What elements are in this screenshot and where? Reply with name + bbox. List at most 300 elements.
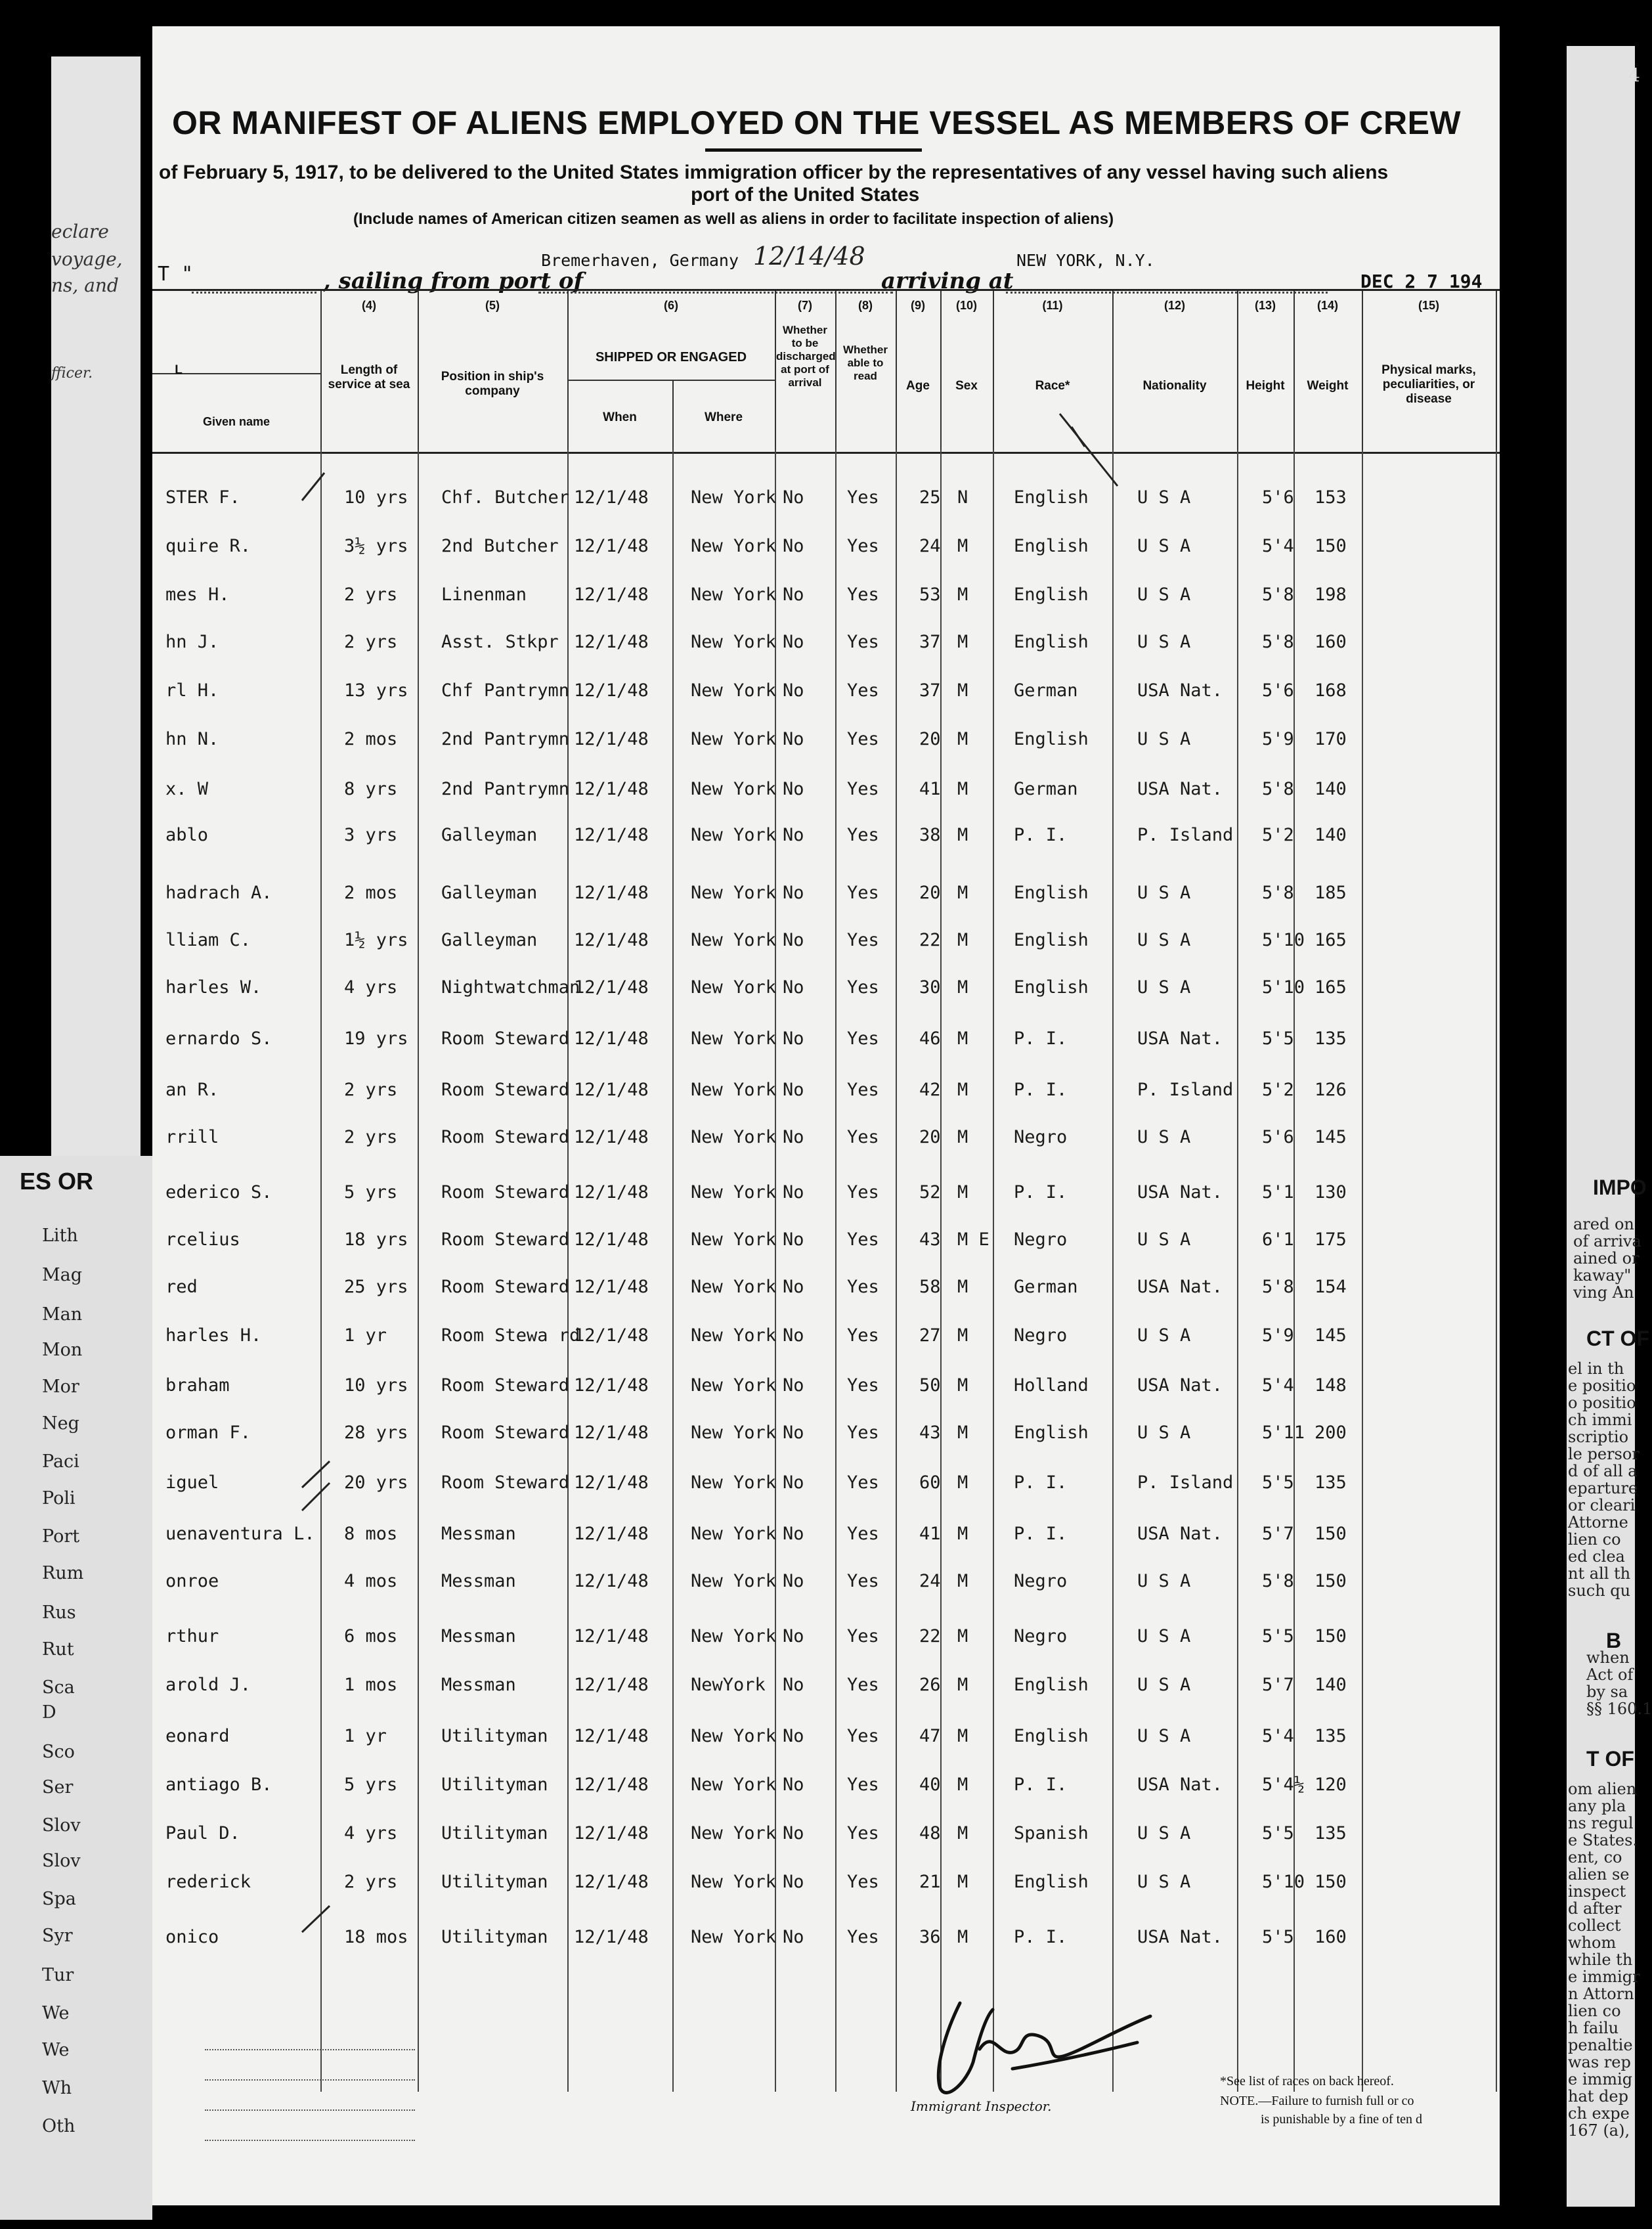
age-cell: 36 (919, 1927, 941, 1947)
shipped-when-cell: 12/1/48 (574, 977, 649, 998)
ship-position-cell: Utilityman (441, 1726, 548, 1746)
nationality-header: Nationality (1142, 379, 1207, 393)
crew-row (152, 1718, 1500, 1764)
discharged-cell: No (783, 1472, 804, 1493)
shipped-where-cell: New York (691, 779, 777, 799)
ship-position-cell: Room Steward (441, 1277, 570, 1297)
shipped-where-cell: New York (691, 1277, 777, 1297)
age-cell: 53 (919, 585, 941, 605)
discharged-cell: No (783, 1127, 804, 1147)
age-cell: 48 (919, 1823, 941, 1843)
shipped-when-cell: 12/1/48 (574, 1675, 649, 1695)
left-page-item: Rus (42, 1602, 76, 1623)
given-name-cell: ederico S. (165, 1182, 272, 1203)
nationality-cell: USA Nat. (1137, 1375, 1223, 1396)
sex-cell: M (957, 825, 968, 845)
crew-row (152, 1465, 1500, 1511)
shipped-when-cell: 12/1/48 (574, 1472, 649, 1493)
shipped-when-cell: 12/1/48 (574, 1823, 649, 1843)
note-line-1: NOTE.—Failure to furnish full or co (1220, 2094, 1414, 2108)
signature-label: Immigrant Inspector. (911, 2098, 1052, 2114)
left-page-line: fficer. (51, 365, 93, 382)
ship-position-cell: 2nd Pantrymn (441, 729, 570, 749)
right-page-line: ch immi (1568, 1411, 1632, 1429)
given-name-cell: hadrach A. (165, 883, 272, 903)
weight-cell: 135 (1315, 1823, 1347, 1843)
nationality-cell: U S A (1137, 536, 1191, 556)
nationality-cell: U S A (1137, 977, 1191, 998)
able-to-read-cell: Yes (847, 1325, 879, 1346)
race-cell: English (1014, 1726, 1089, 1746)
crew-row (152, 922, 1500, 968)
left-page-item: Lith (42, 1225, 78, 1246)
dotted-line (205, 2049, 415, 2050)
right-page-line: eparture (1568, 1479, 1638, 1497)
race-cell: English (1014, 632, 1089, 652)
nationality-cell: USA Nat. (1137, 1524, 1223, 1544)
right-facing-page (1567, 46, 1652, 2207)
sex-cell: M (957, 1927, 968, 1947)
left-page-item: Sco (42, 1742, 75, 1762)
age-cell: 20 (919, 729, 941, 749)
page-title: OR MANIFEST OF ALIENS EMPLOYED ON THE VESSEL AS MEMBERS OF CREW (172, 104, 1462, 141)
weight-cell: 150 (1315, 1524, 1347, 1544)
discharged-cell: No (783, 1375, 804, 1396)
left-page-item: Mag (42, 1265, 83, 1285)
shipped-where-cell: New York (691, 1127, 777, 1147)
service-length-cell: 19 yrs (344, 1028, 408, 1049)
shipped-where-cell: New York (691, 1823, 777, 1843)
sex-cell: M (957, 585, 968, 605)
height-cell: 5'5 (1262, 1927, 1294, 1947)
shipped-when-cell: 12/1/48 (574, 1726, 649, 1746)
left-page-heading: ES OR (20, 1168, 94, 1195)
shipped-when-cell: 12/1/48 (574, 1127, 649, 1147)
crew-row (152, 1269, 1500, 1315)
weight-cell: 198 (1315, 585, 1347, 605)
service-length-cell: 28 yrs (344, 1423, 408, 1443)
discharged-cell: No (783, 729, 804, 749)
right-page-heading: T OF (1586, 1747, 1634, 1771)
weight-cell: 145 (1315, 1127, 1347, 1147)
left-page-item: Slov (42, 1815, 81, 1836)
sex-cell: M (957, 1472, 968, 1493)
ship-position-cell: Chf. Butcher (441, 487, 570, 508)
shipped-where-cell: New York (691, 1775, 777, 1795)
able-to-read-cell: Yes (847, 487, 879, 508)
shipped-where-cell: New York (691, 1927, 777, 1947)
shipped-when-cell: 12/1/48 (574, 1524, 649, 1544)
arrival-date-stamp: DEC 2 7 194 (1360, 271, 1483, 292)
shipped-when-cell: 12/1/48 (574, 729, 649, 749)
service-length-cell: 1 mos (344, 1675, 398, 1695)
column-number: (12) (1163, 299, 1185, 312)
age-cell: 58 (919, 1277, 941, 1297)
left-page-item: Poli (42, 1488, 76, 1509)
right-page-line: e immigr (1568, 1968, 1640, 1986)
shipped-when-cell: 12/1/48 (574, 1775, 649, 1795)
height-cell: 5'5 (1262, 1626, 1294, 1646)
race-cell: P. I. (1014, 825, 1068, 845)
able-to-read-cell: Yes (847, 585, 879, 605)
discharged-cell: No (783, 1277, 804, 1297)
right-page-line: scriptio (1568, 1428, 1629, 1446)
nationality-cell: U S A (1137, 1571, 1191, 1591)
subtitle-line-2: port of the United States (691, 184, 920, 206)
given-name-cell: harles H. (165, 1325, 262, 1346)
sex-cell: M (957, 1028, 968, 1049)
height-cell: 5'6 (1262, 680, 1294, 701)
service-length-cell: 2 yrs (344, 632, 398, 652)
age-cell: 52 (919, 1182, 941, 1203)
service-length-cell: 4 mos (344, 1571, 398, 1591)
nationality-cell: USA Nat. (1137, 1927, 1223, 1947)
sex-cell: M E (957, 1229, 989, 1250)
left-page-item: Wh (42, 2078, 72, 2098)
shipped-where-cell: New York (691, 1726, 777, 1746)
age-cell: 24 (919, 536, 941, 556)
shipped-where-cell: New York (691, 680, 777, 701)
able-to-read-cell: Yes (847, 1626, 879, 1646)
race-cell: English (1014, 883, 1089, 903)
shipped-where-cell: New York (691, 1229, 777, 1250)
nationality-cell: U S A (1137, 487, 1191, 508)
column-number: (9) (911, 299, 925, 312)
ship-position-cell: Utilityman (441, 1775, 548, 1795)
left-page-item: Oth (42, 2116, 76, 2136)
discharged-header: Whether to be discharged at port of arrival (776, 324, 836, 389)
crew-row (152, 1767, 1500, 1813)
given-name-cell: antiago B. (165, 1775, 272, 1795)
discharged-cell: No (783, 779, 804, 799)
column-number: (6) (664, 299, 678, 312)
right-page-line: h failu (1568, 2019, 1619, 2037)
able-to-read-cell: Yes (847, 930, 879, 950)
service-length-cell: 5 yrs (344, 1775, 398, 1795)
age-cell: 30 (919, 977, 941, 998)
ship-position-cell: Room Steward (441, 1423, 570, 1443)
service-length-cell: 2 yrs (344, 1080, 398, 1100)
dotted-line (205, 2079, 415, 2081)
race-cell: English (1014, 930, 1089, 950)
given-name-cell: orman F. (165, 1423, 251, 1443)
right-page-line: such qu (1568, 1581, 1631, 1600)
nationality-cell: U S A (1137, 1626, 1191, 1646)
left-page-item: Rum (42, 1563, 84, 1583)
shipped-when-cell: 12/1/48 (574, 1182, 649, 1203)
able-to-read-cell: Yes (847, 1423, 879, 1443)
shipped-where-cell: New York (691, 883, 777, 903)
column-number: (11) (1042, 299, 1063, 312)
shipped-where-cell: New York (691, 1423, 777, 1443)
weight-cell: 175 (1315, 1229, 1347, 1250)
weight-cell: 135 (1315, 1726, 1347, 1746)
able-to-read-cell: Yes (847, 1726, 879, 1746)
discharged-cell: No (783, 1524, 804, 1544)
nationality-cell: U S A (1137, 1872, 1191, 1892)
given-name-header: Given name (202, 415, 271, 428)
height-cell: 5'7 (1262, 1524, 1294, 1544)
nationality-cell: U S A (1137, 1127, 1191, 1147)
nationality-cell: USA Nat. (1137, 1182, 1223, 1203)
crew-row (152, 1174, 1500, 1220)
nationality-cell: U S A (1137, 1423, 1191, 1443)
crew-row (152, 875, 1500, 921)
left-page-line: ns, and (51, 275, 119, 296)
shipped-where-cell: New York (691, 1028, 777, 1049)
subtitle-line-1: of February 5, 1917, to be delivered to the United States immigration officer by the representatives of any vessel having such aliens (159, 162, 1389, 183)
given-name-cell: onico (165, 1927, 219, 1947)
column-number: (4) (362, 299, 376, 312)
dotted-line (205, 2140, 415, 2141)
weight-cell: 154 (1315, 1277, 1347, 1297)
given-name-cell: rcelius (165, 1229, 240, 1250)
age-cell: 22 (919, 1626, 941, 1646)
right-page-line: om alien (1568, 1780, 1637, 1798)
nationality-cell: USA Nat. (1137, 1028, 1223, 1049)
service-length-cell: 18 mos (344, 1927, 408, 1947)
discharged-cell: No (783, 930, 804, 950)
right-page-line: whom (1568, 1933, 1617, 1952)
nationality-cell: USA Nat. (1137, 1277, 1223, 1297)
discharged-cell: No (783, 1626, 804, 1646)
age-cell: 24 (919, 1571, 941, 1591)
able-to-read-cell: Yes (847, 825, 879, 845)
nationality-cell: U S A (1137, 1675, 1191, 1695)
service-length-cell: 2 yrs (344, 1872, 398, 1892)
age-cell: 20 (919, 883, 941, 903)
nationality-cell: P. Island (1137, 1472, 1234, 1493)
left-page-line: voyage, (51, 248, 123, 270)
height-cell: 5'8 (1262, 779, 1294, 799)
right-page-line: penaltie (1568, 2036, 1633, 2054)
sex-cell: M (957, 536, 968, 556)
height-cell: 5'10 (1262, 977, 1305, 998)
left-page-item: Paci (42, 1451, 79, 1472)
able-to-read-cell: Yes (847, 779, 879, 799)
service-length-cell: 2 yrs (344, 1127, 398, 1147)
given-name-cell: eonard (165, 1726, 230, 1746)
service-length-cell: 5 yrs (344, 1182, 398, 1203)
able-to-read-cell: Yes (847, 632, 879, 652)
sex-cell: M (957, 729, 968, 749)
crew-row (152, 1021, 1500, 1067)
shipped-where-cell: New York (691, 1872, 777, 1892)
able-to-read-cell: Yes (847, 680, 879, 701)
race-cell: German (1014, 1277, 1078, 1297)
race-header: Race* (1035, 379, 1070, 393)
shipped-where-cell: New York (691, 585, 777, 605)
given-name-cell: uenaventura L. (165, 1524, 315, 1544)
right-page-line: kaway" (1573, 1266, 1632, 1285)
age-cell: 27 (919, 1325, 941, 1346)
able-to-read-cell: Yes (847, 1571, 879, 1591)
given-name-cell: iguel (165, 1472, 219, 1493)
right-page-line: e States. (1568, 1831, 1638, 1849)
able-to-read-cell: Yes (847, 1277, 879, 1297)
shipped-when-cell: 12/1/48 (574, 1927, 649, 1947)
height-cell: 5'11 (1262, 1423, 1305, 1443)
able-to-read-cell: Yes (847, 1028, 879, 1049)
ship-position-cell: Utilityman (441, 1872, 548, 1892)
ship-position-cell: Messman (441, 1571, 516, 1591)
left-page-line: eclare (51, 221, 109, 242)
right-page-line: ent, co (1568, 1848, 1622, 1866)
height-cell: 5'4½ (1262, 1775, 1305, 1795)
weight-cell: 170 (1315, 729, 1347, 749)
able-to-read-cell: Yes (847, 1524, 879, 1544)
shipped-when-cell: 12/1/48 (574, 1626, 649, 1646)
discharged-cell: No (783, 1182, 804, 1203)
sex-cell: M (957, 883, 968, 903)
ship-position-cell: 2nd Butcher (441, 536, 559, 556)
left-page-item: Neg (42, 1413, 79, 1434)
able-to-read-cell: Yes (847, 1080, 879, 1100)
nationality-cell: USA Nat. (1137, 1775, 1223, 1795)
race-cell: Negro (1014, 1626, 1068, 1646)
race-cell: P. I. (1014, 1472, 1068, 1493)
right-page-line: ch expe (1568, 2104, 1630, 2123)
weight-cell: 200 (1315, 1423, 1347, 1443)
shipped-where-cell: New York (691, 487, 777, 508)
left-page-item: Tur (42, 1965, 74, 1985)
column-number: (5) (485, 299, 500, 312)
ship-position-cell: Galleyman (441, 825, 538, 845)
height-cell: 5'8 (1262, 632, 1294, 652)
discharged-cell: No (783, 1229, 804, 1250)
weight-cell: 168 (1315, 680, 1347, 701)
vessel-name-fragment: T " (158, 263, 194, 286)
given-name-cell: rrill (165, 1127, 219, 1147)
ship-position-cell: Messman (441, 1675, 516, 1695)
arriving-port-value: NEW YORK, N.Y. (1016, 251, 1155, 270)
able-to-read-cell: Yes (847, 729, 879, 749)
sex-cell: M (957, 977, 968, 998)
service-length-cell: 18 yrs (344, 1229, 408, 1250)
crew-row (152, 673, 1500, 718)
race-cell: P. I. (1014, 1775, 1068, 1795)
sex-cell: N (957, 487, 968, 508)
left-page-item: We (42, 2040, 70, 2060)
service-length-cell: 8 yrs (344, 779, 398, 799)
discharged-cell: No (783, 1325, 804, 1346)
ship-position-cell: Linenman (441, 585, 527, 605)
ship-position-cell: Room Steward (441, 1028, 570, 1049)
right-page-line: d after (1568, 1899, 1622, 1918)
service-length-cell: 10 yrs (344, 487, 408, 508)
nationality-cell: U S A (1137, 1229, 1191, 1250)
right-page-line: e immig (1568, 2070, 1633, 2088)
race-cell: Holland (1014, 1375, 1089, 1396)
given-name-cell: harles W. (165, 977, 262, 998)
race-cell: English (1014, 1872, 1089, 1892)
able-to-read-cell: Yes (847, 1229, 879, 1250)
left-page-item: Syr (42, 1926, 73, 1946)
shipped-when-cell: 12/1/48 (574, 585, 649, 605)
age-cell: 20 (919, 1127, 941, 1147)
shipped-when-cell: 12/1/48 (574, 632, 649, 652)
service-length-cell: 10 yrs (344, 1375, 408, 1396)
shipped-where-cell: New York (691, 1375, 777, 1396)
sex-cell: M (957, 1375, 968, 1396)
race-cell: Negro (1014, 1229, 1068, 1250)
age-header: Age (906, 379, 930, 393)
ship-position-cell: Asst. Stkpr (441, 632, 559, 652)
subtitle-line-3: (Include names of American citizen seamen as well as aliens in order to facilitate inspection of aliens) (353, 210, 1114, 228)
right-page-line: §§ 160.1 (1586, 1700, 1652, 1718)
discharged-cell: No (783, 1028, 804, 1049)
left-page-item: Sca (42, 1677, 75, 1698)
discharged-cell: No (783, 487, 804, 508)
discharged-cell: No (783, 1675, 804, 1695)
ship-position-cell: Nightwatchman (441, 977, 580, 998)
discharged-cell: No (783, 977, 804, 998)
physical-marks-header: Physical marks, peculiarities, or disease (1381, 363, 1476, 406)
able-to-read-cell: Yes (847, 1675, 879, 1695)
sex-cell: M (957, 1182, 968, 1203)
given-name-cell: red (165, 1277, 198, 1297)
column-number: (7) (798, 299, 812, 312)
right-page-line: collect (1568, 1916, 1621, 1935)
discharged-cell: No (783, 1775, 804, 1795)
shipped-where-cell: New York (691, 632, 777, 652)
height-cell: 5'9 (1262, 729, 1294, 749)
shipped-when-cell: 12/1/48 (574, 1872, 649, 1892)
sex-cell: M (957, 1872, 968, 1892)
right-page-line: ed clea (1568, 1547, 1625, 1566)
left-page-item: D (42, 1702, 56, 1723)
ship-position-cell: Room Steward (441, 1375, 570, 1396)
height-cell: 5'10 (1262, 930, 1305, 950)
shipped-where-cell: New York (691, 1524, 777, 1544)
right-page-line: d of all a (1568, 1462, 1638, 1480)
ship-position-cell: Messman (441, 1626, 516, 1646)
discharged-cell: No (783, 825, 804, 845)
right-page-line: lien co (1568, 1530, 1621, 1549)
height-cell: 5'4 (1262, 1726, 1294, 1746)
shipped-where-cell: New York (691, 825, 777, 845)
age-cell: 43 (919, 1229, 941, 1250)
right-page-line: by sa (1586, 1683, 1628, 1701)
nationality-cell: USA Nat. (1137, 779, 1223, 799)
race-cell: P. I. (1014, 1927, 1068, 1947)
shipped-where-cell: New York (691, 1472, 777, 1493)
given-name-cell: quire R. (165, 536, 251, 556)
height-cell: 5'8 (1262, 585, 1294, 605)
weight-cell: 160 (1315, 632, 1347, 652)
crew-row (152, 969, 1500, 1015)
column-number: (14) (1316, 299, 1338, 312)
ship-position-cell: Room Stewa rd (441, 1325, 580, 1346)
ship-position-cell: Utilityman (441, 1927, 548, 1947)
crew-row (152, 624, 1500, 670)
right-page-line: when (1586, 1648, 1630, 1667)
height-header: Height (1246, 379, 1285, 393)
sailing-port-value: Bremerhaven, Germany (541, 251, 739, 270)
sex-cell: M (957, 1080, 968, 1100)
crew-row (152, 1516, 1500, 1562)
height-cell: 5'7 (1262, 1675, 1294, 1695)
right-page-heading: IMPO (1593, 1176, 1647, 1199)
sex-cell: M (957, 1775, 968, 1795)
sex-cell: M (957, 779, 968, 799)
left-page-item: Mor (42, 1377, 79, 1397)
sex-cell: M (957, 680, 968, 701)
right-page-line: Attorne (1568, 1513, 1628, 1532)
right-page-line: el in th (1568, 1359, 1624, 1378)
ship-position-cell: Chf Pantrymn (441, 680, 570, 701)
service-length-cell: 4 yrs (344, 977, 398, 998)
